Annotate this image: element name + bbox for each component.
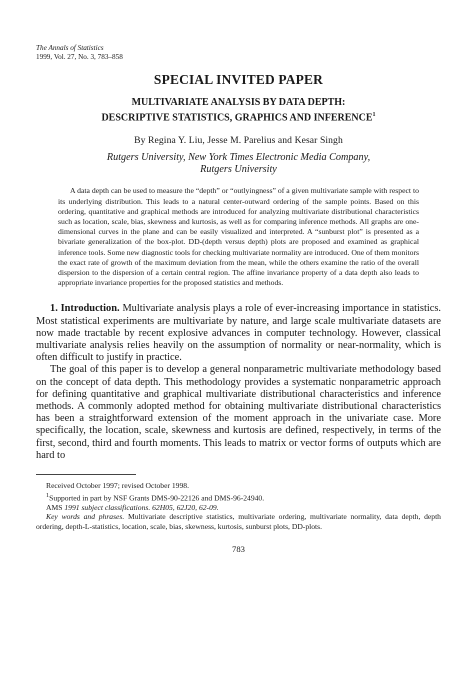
- intro-paragraph-1-text: Multivariate analysis plays a role of ever-increasing importance in statistics. Most statistical experiments are multivariate by nature, and large scale multivariate datasets are now made tractable by recent explosive advances in computer technology. However, classical multivariate analysis relies heavily on the assumption of normality or near-normality, which is often difficult to justify in practice.: [36, 303, 441, 364]
- section-heading: 1. Introduction.: [50, 303, 120, 315]
- support-footnote-mark: 1: [46, 491, 50, 499]
- journal-header: [36, 44, 441, 61]
- affiliation-line-1: Rutgers University, New York Times Electronic Media Company,: [106, 151, 371, 163]
- support-note-text: Supported in part by NSF Grants DMS-90-22126 and DMS-96-24940.: [49, 493, 265, 503]
- title-line-1: MULTIVARIATE ANALYSIS BY DATA DEPTH:: [131, 97, 346, 109]
- special-heading: SPECIAL INVITED PAPER: [153, 72, 324, 88]
- affiliation-line-2: Rutgers University: [200, 163, 277, 175]
- ams-text: 1991 subject classifications. 62H05, 62J20, 62-09.: [64, 502, 219, 512]
- keywords: [36, 512, 441, 531]
- footnotes: [36, 481, 441, 532]
- body-text: [36, 303, 441, 462]
- keywords-text: Multivariate descriptive statistics, multivariate ordering, multivariate normality, data depth, depth ordering, depth-L-statistics, location, scale, bias, skewness, kurtosis, sunburst plots, DD-plots.: [36, 512, 441, 531]
- affiliations: [36, 152, 441, 177]
- footnote-rule: [36, 474, 136, 475]
- journal-name: The Annals of Statistics: [36, 44, 104, 52]
- title-line-2-text: DESCRIPTIVE STATISTICS, GRAPHICS AND INFERENCE: [101, 112, 373, 124]
- intro-paragraph-1: [36, 303, 441, 364]
- title-footnote-mark: 1: [372, 112, 376, 119]
- author-list: By Regina Y. Liu, Jesse M. Parelius and Kesar Singh: [134, 134, 343, 146]
- keywords-label: Key words and phrases.: [46, 512, 125, 522]
- intro-paragraph-2: The goal of this paper is to develop a general nonparametric multivariate methodology based on the concept of data depth. This methodology provides a systematic nonparametric approach for defining quantitative and graphical multivariate distributional characteristics and inference methods. A commonly adopted method for obtaining multivariate distributional characteristics has been a straightforward extension of the moment approach in the univariate case. More specifically, the location, scale, skewness and kurtosis are defined, respectively, in terms of the first, second, third and fourth moments. This leads to matrix or vector forms of outputs which are hard to: [36, 364, 441, 461]
- journal-volume: 1999, Vol. 27, No. 3, 783–858: [36, 52, 123, 61]
- abstract: A data depth can be used to measure the “depth” or “outlyingness” of a given multivariate sample with respect to its underlying distribution. This leads to a natural center-outward ordering of the sample points. Based on this ordering, quantitative and graphical methods are introduced for analyzing multivariate distributional characteristics such as location, scale, bias, skewness and kurtosis, as well as for comparing inference methods. All graphs are one-dimensional curves in the plane and can be easily visualized and interpreted. A “sunburst plot” is presented as a bivariate generalization of the box-plot. DD-(depth versus depth) plots are proposed and examined as graphical inference tools. Some new diagnostic tools for checking multivariate normality are introduced. One of them monitors the exact rate of growth of the maximum deviation from the mean, while the others examine the ratio of the overall dispersion to the dispersion of a certain central region. The affine invariance property of a data depth also leads to appropriate invariance properties for the proposed statistics and methods.: [58, 186, 420, 288]
- title-line-2: [36, 109, 441, 124]
- ams-classification: [36, 503, 441, 513]
- paper-title: [36, 97, 441, 124]
- paper-page: [36, 44, 441, 554]
- received-note: Received October 1997; revised October 1998.: [46, 481, 189, 490]
- ams-label: AMS: [46, 502, 63, 512]
- page-number: 783: [232, 543, 245, 554]
- support-note: [36, 491, 441, 503]
